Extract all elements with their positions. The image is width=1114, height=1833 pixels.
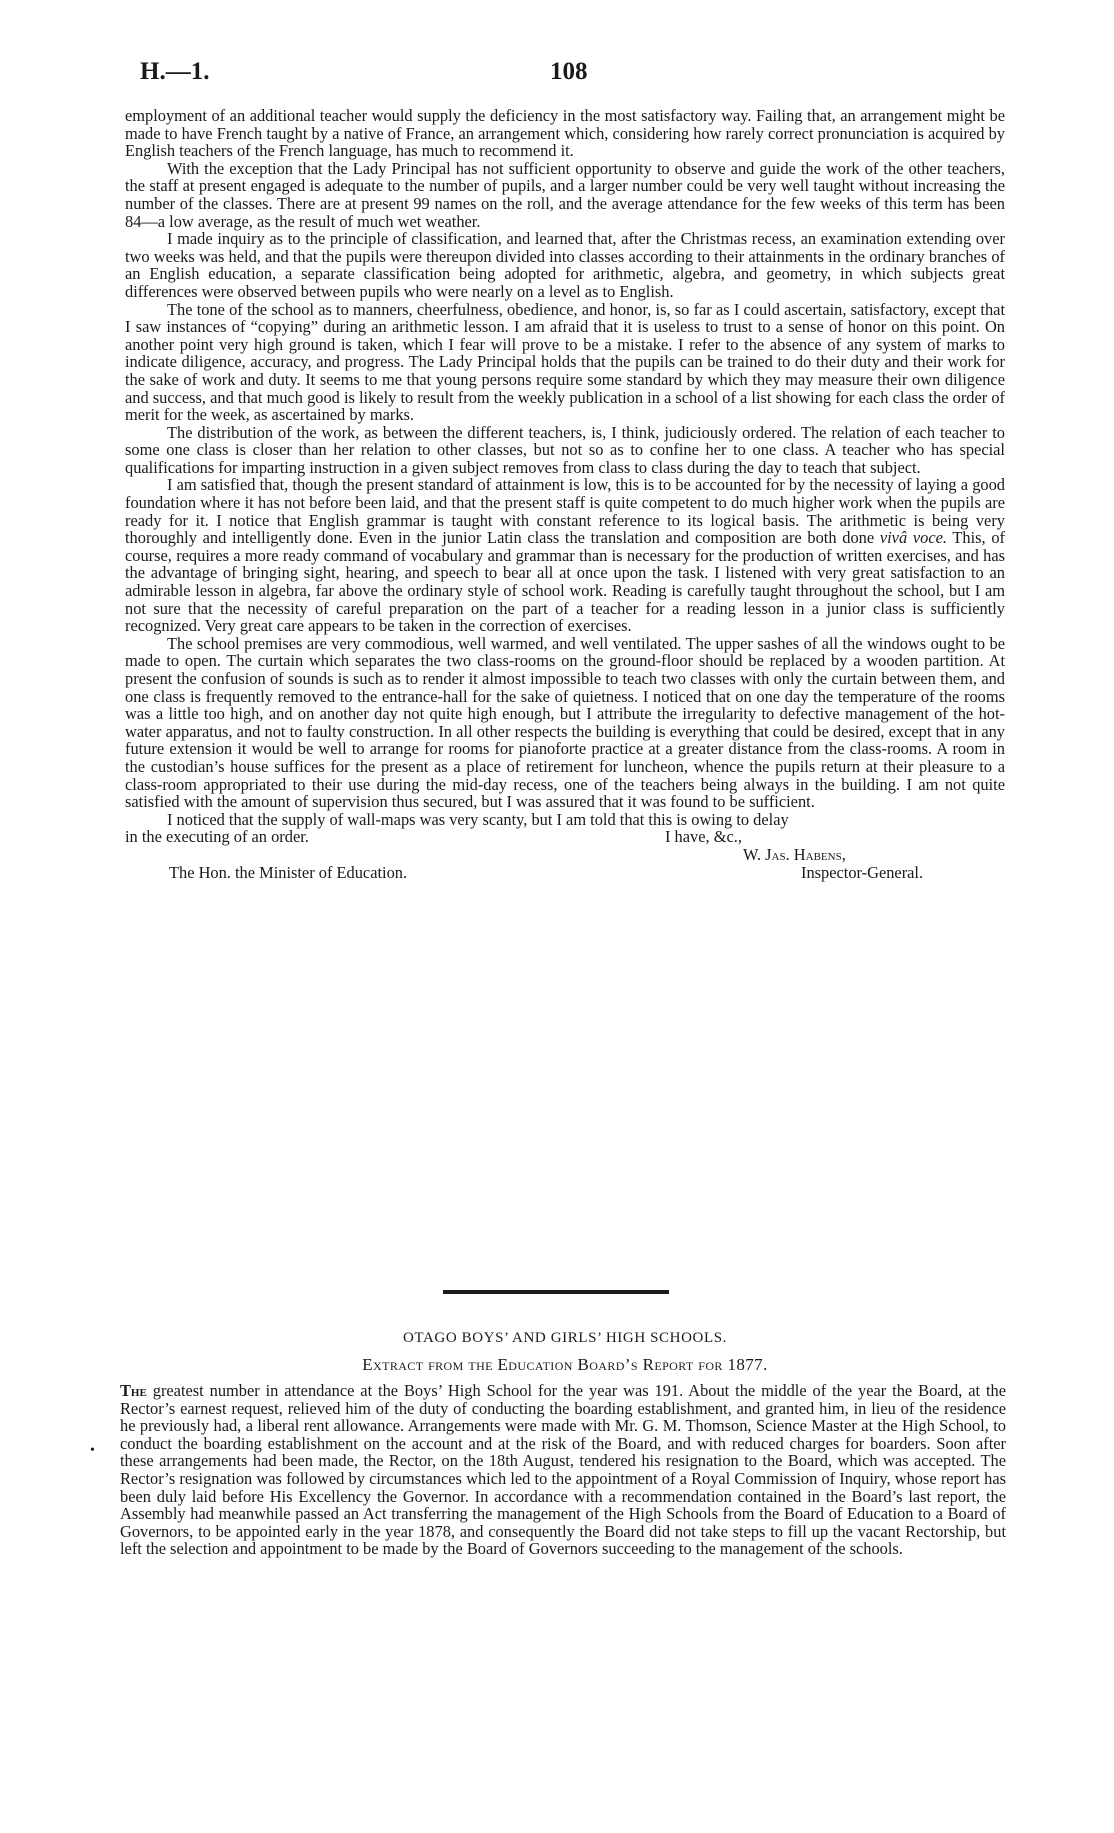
signature-row	[125, 846, 1005, 864]
closing-row	[125, 828, 1005, 846]
paragraph-text: greatest number in attendance at the Boys’ High School for the year was 191. About the middle of the year the Board, at the Rector’s earnest request, relieved him of the duty of conducting the boarding establishment, and granted him, in lieu of the residence he previously had, a liberal rent allowance. Arrangements were made with Mr. G. M. Thomson, Science Master at the High School, to conduct the boarding establishment on the account and at the risk of the Board, and with reduced charges for boarders. Soon after these arrangements had been made, the Rector, on the 18th August, tendered his resignation to the Board, which was accepted. The Rector’s resignation was followed by circumstances which led to the appointment of a Royal Commission of Inquiry, whose report has been duly laid before His Excellency the Governor. In accordance with a recommendation contained in the Board’s last report, the Assembly had meanwhile passed an Act transferring the management of the High Schools from the Board of Education to a Board of Governors, to be appointed early in the year 1878, and consequently the Board did not take steps to fill up the vacant Rectorship, but left the selection and appointment to be made by the Board of Governors succeeding to the management of the schools.	[120, 1381, 1006, 1559]
paragraph-end: in the executing of an order.	[125, 827, 309, 847]
lead-word: The	[120, 1381, 147, 1400]
page-number: 108	[550, 58, 588, 85]
paragraph: The school premises are very commodious, well warmed, and well ventilated. The upper sashes of all the windows ought to be made to open. The curtain which separates the two class-rooms on the ground-floor should be replaced by a wooden partition. At present the confusion of sounds is such as to render it almost impossible to teach two classes with only the curtain between them, and one class is frequently removed to the entrance-hall for the sake of quietness. I noticed that on one day the temperature of the rooms was a little too high, and on another day not quite high enough, but I attribute the irregularity to defective management of the hot-water apparatus, and not to faulty construction. In all other respects the building is everything that could be desired, except that in any future extension it would be well to arrange for rooms for pianoforte practice at a greater distance from the class-rooms. A room in the custodian’s house suffices for the present as a place of retirement for luncheon, whence the pupils return at their pleasure to a class-room appropriated to their use during the mid-day recess, one of the teachers being always in the building. I am not quite satisfied with the amount of supervision thus secured, but I was assured that it was found to be sufficient.	[125, 633, 1005, 812]
margin-mark: •	[90, 1443, 95, 1458]
section-body	[120, 1382, 1006, 1558]
closing-phrase: I have, &c.,	[665, 827, 742, 847]
paragraph: employment of an additional teacher would supply the deficiency in the most satisfactory way. Failing that, an arrangement might be made to have French taught by a native of France, an arrangement which, considering how rarely correct pronunciation is acquired by English teachers of the French language, has much to recommend it.	[125, 106, 1005, 161]
paragraph-text: I am satisfied that, though the present standard of attainment is low, this is to be accounted for by the necessity of laying a good foundation where it has not before been laid, and that the present staff is quite competent to do much higher work when the pupils are ready for it. I notice that English grammar is taught with constant reference to its logical basis. The arithmetic is being very thoroughly and intelligently done. Even in the junior Latin class the translation and composition are both done	[125, 475, 1005, 548]
paragraph	[120, 1382, 1006, 1558]
section-divider	[443, 1290, 669, 1294]
section-subtitle: Extract from the Education Board’s Report for 1877.	[362, 1355, 768, 1374]
paragraph: With the exception that the Lady Principal has not sufficient opportunity to observe and guide the work of the other teachers, the staff at present engaged is adequate to the number of pupils, and a larger number could be very well taught without increasing the number of the classes. There are at present 99 names on the roll, and the average attendance for the few weeks of this term has been 84—a low average, as the result of much wet weather.	[125, 158, 1005, 231]
document-id: H.—1.	[140, 58, 210, 85]
page-header	[140, 58, 990, 88]
paragraph	[125, 476, 1005, 634]
paragraph: The distribution of the work, as between the different teachers, is, I think, judiciously ordered. The relation of each teacher to some one class is closer than her relation to other classes, but not so as to confine her to one class. A teacher who has special qualifications for imparting instruction in a given subject removes from class to class during the day to teach that subject.	[125, 422, 1005, 477]
paragraph: The tone of the school as to manners, cheerfulness, obedience, and honor, is, so far as I could ascertain, satisfactory, except that I saw instances of “copying” during an arithmetic lesson. I am afraid that it is useless to trust to a sense of honor on this point. On another point very high ground is taken, which I fear will prove to be a mistake. I refer to the absence of any system of marks to indicate diligence, accuracy, and progress. The Lady Principal holds that the pupils can be trained to do their duty and their work for the sake of work and duty. It seems to me that young persons require some standard by which they may measure their own diligence and success, and that much good is likely to result from the weekly publication in a school of a list showing for each class the order of merit for the week, as ascertained by marks.	[125, 299, 1005, 425]
report-body	[125, 107, 1005, 881]
paragraph-text: This, of course, requires a more ready command of vocabulary and grammar than is necessary for the production of written exercises, and has the advantage of bringing sight, hearing, and speech to bear all at once upon the task. I listened with very great satisfaction to an admirable lesson in algebra, far above the ordinary style of school work. Reading is carefully taught throughout the school, but I am not sure that the necessity of careful preparation on the part of a teacher for a reading lesson in a junior class is sufficiently recognized. Very great care appears to be taken in the correction of exercises.	[125, 528, 1006, 636]
paragraph: I noticed that the supply of wall-maps was very scanty, but I am told that this is owing to delay	[167, 809, 789, 829]
addressee: The Hon. the Minister of Education.	[169, 862, 408, 882]
section-title: OTAGO BOYS’ AND GIRLS’ HIGH SCHOOLS.	[402, 1330, 728, 1346]
italic-phrase: vivâ voce.	[879, 528, 947, 548]
addressee-row	[125, 864, 1005, 882]
signature-name: W. Jas. Habens,	[743, 844, 846, 864]
signature-title: Inspector-General.	[801, 862, 924, 882]
paragraph: I made inquiry as to the principle of classification, and learned that, after the Christmas recess, an examination extending over two weeks was held, and that the pupils were thereupon divided into classes according to their attainments in the ordinary branches of an English education, a separate classification being adopted for arithmetic, algebra, and geometry, in which subjects great differences were observed between pupils who were nearly on a level as to English.	[125, 229, 1005, 301]
